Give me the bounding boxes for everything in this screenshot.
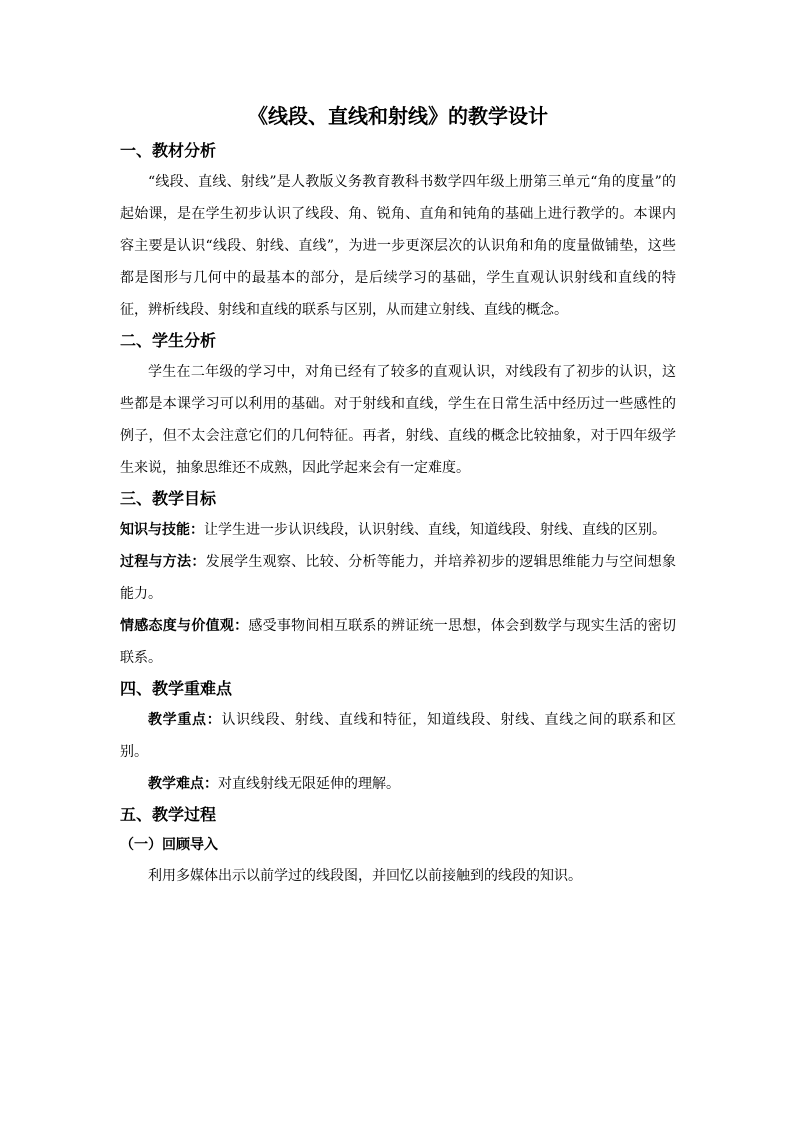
- goal-knowledge-skills: 知识与技能：让学生进一步认识线段，认识射线、直线，知道线段、射线、直线的区别。: [120, 522, 666, 538]
- section-heading-teaching-goals: 三、教学目标: [120, 489, 217, 508]
- section-heading-textbook-analysis: 一、教材分析: [120, 141, 217, 160]
- document-title: 《线段、直线和射线》的教学设计: [248, 104, 548, 128]
- goal-process-methods-label: 过程与方法: [120, 554, 192, 570]
- student-analysis-paragraph: 学生在二年级的学习中，对角已经有了较多的直观认识，对线段有了初步的认识，这些都是本课学习可以利用的基础。对于射线和直线，学生在日常生活中经历过一些感性的例子，但不太会注意它们的几何特征。再者，射线、直线的概念比较抽象，对于四年级学生来说，抽象思维还不成熟，因此学起来会有一定难度。: [120, 364, 676, 476]
- subsection-heading-review-intro: （一）回顾导入: [120, 837, 218, 853]
- key-point-label: 教学重点: [148, 712, 207, 728]
- key-point-text: 认识线段、射线、直线和特征，知道线段、射线、直线之间的联系和区别。: [120, 712, 677, 760]
- goal-attitude-values-text: 感受事物间相互联系的辨证统一思想，体会到数学与现实生活的密切联系。: [120, 618, 677, 666]
- key-point: 教学重点：认识线段、射线、直线和特征，知道线段、射线、直线之间的联系和区别。: [120, 712, 677, 760]
- goal-attitude-values: 情感态度与价值观：感受事物间相互联系的辨证统一思想，体会到数学与现实生活的密切联系。: [120, 618, 677, 666]
- goal-knowledge-skills-text: 让学生进一步认识线段，认识射线、直线，知道线段、射线、直线的区别。: [204, 522, 666, 538]
- document-page: [120, 100, 676, 892]
- goal-process-methods-text: 发展学生观察、比较、分析等能力，并培养初步的逻辑思维能力与空间想象能力。: [120, 554, 677, 602]
- section-heading-student-analysis: 二、学生分析: [120, 331, 217, 350]
- goal-attitude-values-label: 情感态度与价值观: [120, 618, 235, 634]
- textbook-analysis-paragraph: “线段、直线、射线”是人教版义务教育教科书数学四年级上册第三单元“角的度量”的起始课，是在学生初步认识了线段、角、锐角、直角和钝角的基础上进行教学的。本课内容主要是认识“线段、射线、直线”，为进一步更深层次的认识角和角的度量做铺垫，这些都是图形与几何中的最基本的部分，是后续学习的基础，学生直观认识射线和直线的特征，辨析线段、射线和直线的联系与区别，从而建立射线、直线的概念。: [120, 174, 676, 318]
- section-heading-teaching-process: 五、教学过程: [120, 805, 217, 824]
- goal-process-methods: 过程与方法：发展学生观察、比较、分析等能力，并培养初步的逻辑思维能力与空间想象能力。: [120, 554, 677, 602]
- review-intro-paragraph: 利用多媒体出示以前学过的线段图，并回忆以前接触到的线段的知识。: [148, 868, 582, 884]
- goal-knowledge-skills-label: 知识与技能: [120, 522, 190, 538]
- section-heading-key-difficult-points: 四、教学重难点: [120, 679, 233, 698]
- difficult-point-text: 对直线射线无限延伸的理解。: [218, 776, 400, 792]
- difficult-point: 教学难点：对直线射线无限延伸的理解。: [148, 776, 400, 792]
- difficult-point-label: 教学难点: [148, 776, 204, 792]
